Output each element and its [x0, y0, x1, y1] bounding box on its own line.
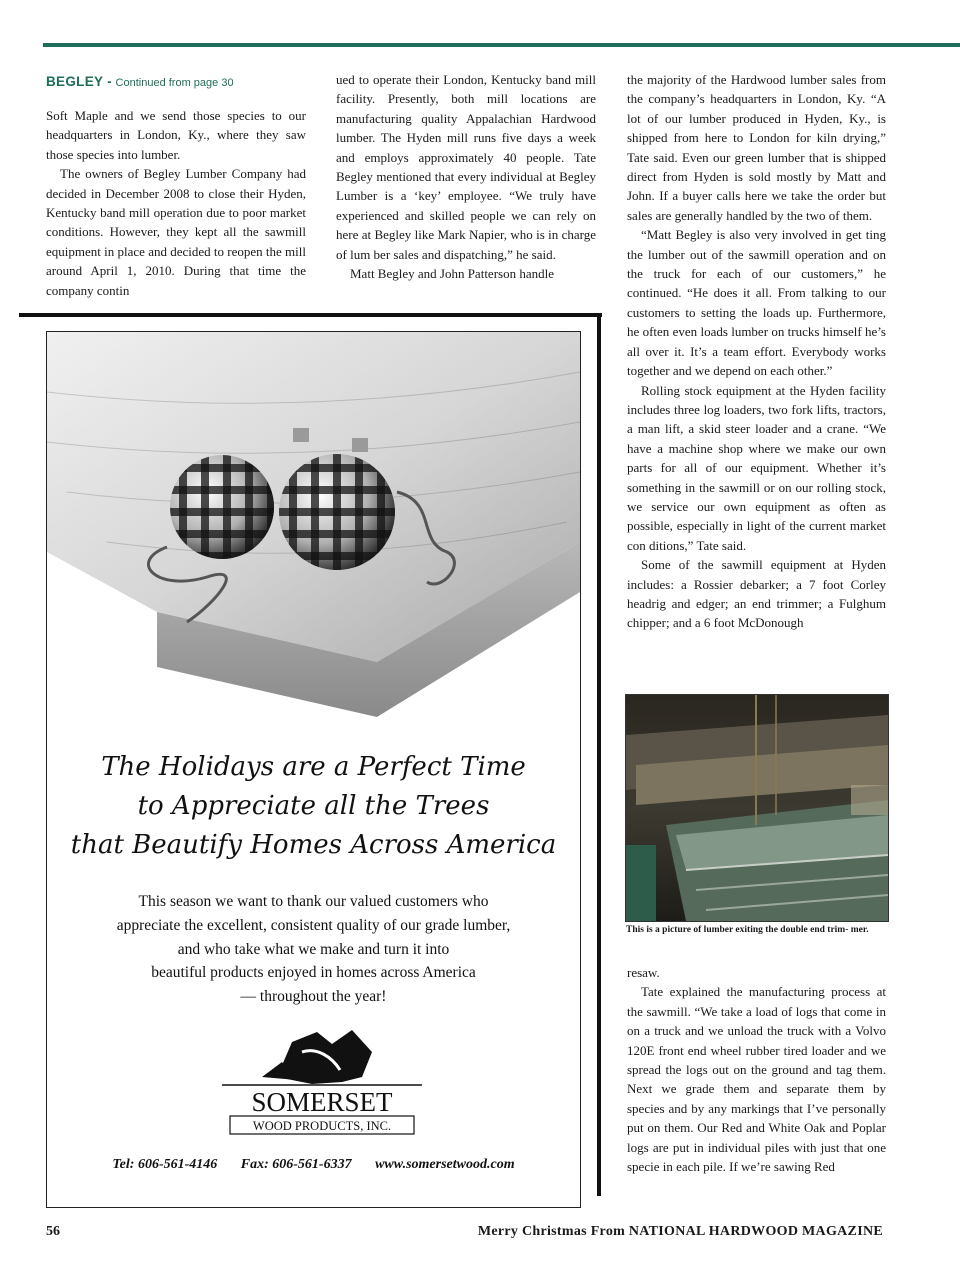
top-rule — [43, 43, 960, 47]
paragraph: ued to operate their London, Kentucky band mill facility. Presently, both mill locations are manufacturing quality Appalachian Hardwood lumber. The Hyden mill runs five days a week and employs approximately 40 people. Tate Begley mentioned that every individual at Begley Lumber is a ‘key’ employee. “We truly have experienced and skilled people we can rely on here at Begley like Mark Napier, who is in charge of lum ber sales and dispatching,” he said. — [336, 72, 596, 262]
ad-frame-top — [19, 313, 602, 317]
ad-body-line: beautiful products enjoyed in homes across America — [151, 964, 476, 982]
logo-name: SOMERSET — [251, 1087, 393, 1117]
ad-body-line: — throughout the year! — [240, 988, 387, 1006]
somerset-logo — [222, 1022, 422, 1137]
photo-caption: This is a picture of lumber exiting the double end trim- mer. — [626, 925, 869, 935]
paragraph: resaw. — [627, 965, 660, 980]
paragraph: Matt Begley and John Patterson handle — [350, 266, 554, 282]
footer-title: Merry Christmas From NATIONAL HARDWOOD MAGAZINE — [477, 1224, 883, 1239]
article-column-3 — [627, 70, 886, 633]
ad-fax: Fax: 606-561-6337 — [240, 1157, 352, 1172]
ad-body-line: and who take what we make and turn it into — [177, 940, 450, 958]
article-header — [46, 73, 306, 92]
paragraph: Some of the sawmill equipment at Hyden includes: a Rossier debarker; a 7 foot Corley headrig and edger; an end trimmer; a Fulghum chipper; and a 6 foot McDonough — [627, 557, 886, 631]
ad-contact — [47, 1157, 580, 1173]
continued-note: Continued from page 30 — [115, 77, 234, 89]
paragraph: Soft Maple and we send those species to our headquarters in London, Ky., where they saw those species into lumber. — [46, 108, 306, 162]
ad-website[interactable]: www.somersetwood.com — [375, 1157, 515, 1172]
ad-frame-right — [597, 313, 601, 1196]
logo-subtitle: WOOD PRODUCTS, INC. — [252, 1119, 392, 1133]
paragraph: Rolling stock equipment at the Hyden facility includes three log loaders, two fork lifts, tractors, a man lift, a skid steer loader and a crane. “We have a machine shop where we make our own parts for all of our equipment. Whether it’s something in the sawmill or on our rolling stock, we service our own equipment as often as possible, especially in light of the current market con ditions,” Tate said. — [627, 382, 886, 553]
paragraph: the majority of the Hardwood lumber sales from the company’s headquarters in London, Ky. “A lot of our lumber produced in Hyden, Ky., is shipped from here to London for kiln drying,” Tate said. Even our green lumber that is shipped direct from Hyden is sold mostly by Matt and John. If a buyer calls here we take the order but sales are generally handled by the two of them. — [627, 72, 886, 223]
article-column-2 — [336, 70, 596, 283]
ad-body-line: This season we want to thank our valued customers who — [138, 893, 489, 910]
ad-headline-line: that Beautify Homes Across America — [70, 830, 557, 860]
page-number: 56 — [46, 1224, 60, 1239]
ad-phone: Tel: 606-561-4146 — [112, 1157, 218, 1172]
paragraph: “Matt Begley is also very involved in get ting the lumber out of the sawmill operation and on the truck for each of our customers,” he continued. “He does it all. From talking to our customers to setting the loads up. Furthermore, he often even loads lumber on trucks himself he’s all over it. It’s a team effort. Everybody works together and we depend on each other.” — [627, 227, 886, 379]
ad-body-line: appreciate the excellent, consistent quality of our grade lumber, — [116, 916, 511, 934]
article-column-1 — [46, 73, 306, 300]
ad-headline — [47, 748, 580, 865]
paragraph: The owners of Begley Lumber Company had decided in December 2008 to close their Hyden, Kentucky band mill operation due to poor market conditions. However, they kept all the sawmill equipment in place and decided to reopen the mill around April 1, 2010. During that time the company contin — [46, 166, 306, 298]
ad-headline-line: The Holidays are a Perfect Time — [101, 752, 526, 782]
article-column-3-continued — [627, 963, 886, 1176]
sawmill-photo — [625, 694, 889, 922]
ad-headline-line: to Appreciate all the Trees — [137, 791, 490, 821]
somerset-advertisement — [46, 331, 581, 1208]
ornament-photo — [47, 332, 580, 752]
ad-body — [47, 890, 580, 1009]
paragraph: Tate explained the manufacturing process at the sawmill. “We take a load of logs that come in on a truck and we unload the truck with a Volvo 120E front end wheel rubber tired loader and we spread the logs out on the ground and tag them. Next we grade them and separate them by species and by any markings that I’ve personally put on them. Our Red and White Oak and Poplar logs are put in individual piles with just that one specie in each pile. If we’re sawing Red — [627, 984, 886, 1175]
article-title: BEGLEY - — [46, 74, 112, 89]
